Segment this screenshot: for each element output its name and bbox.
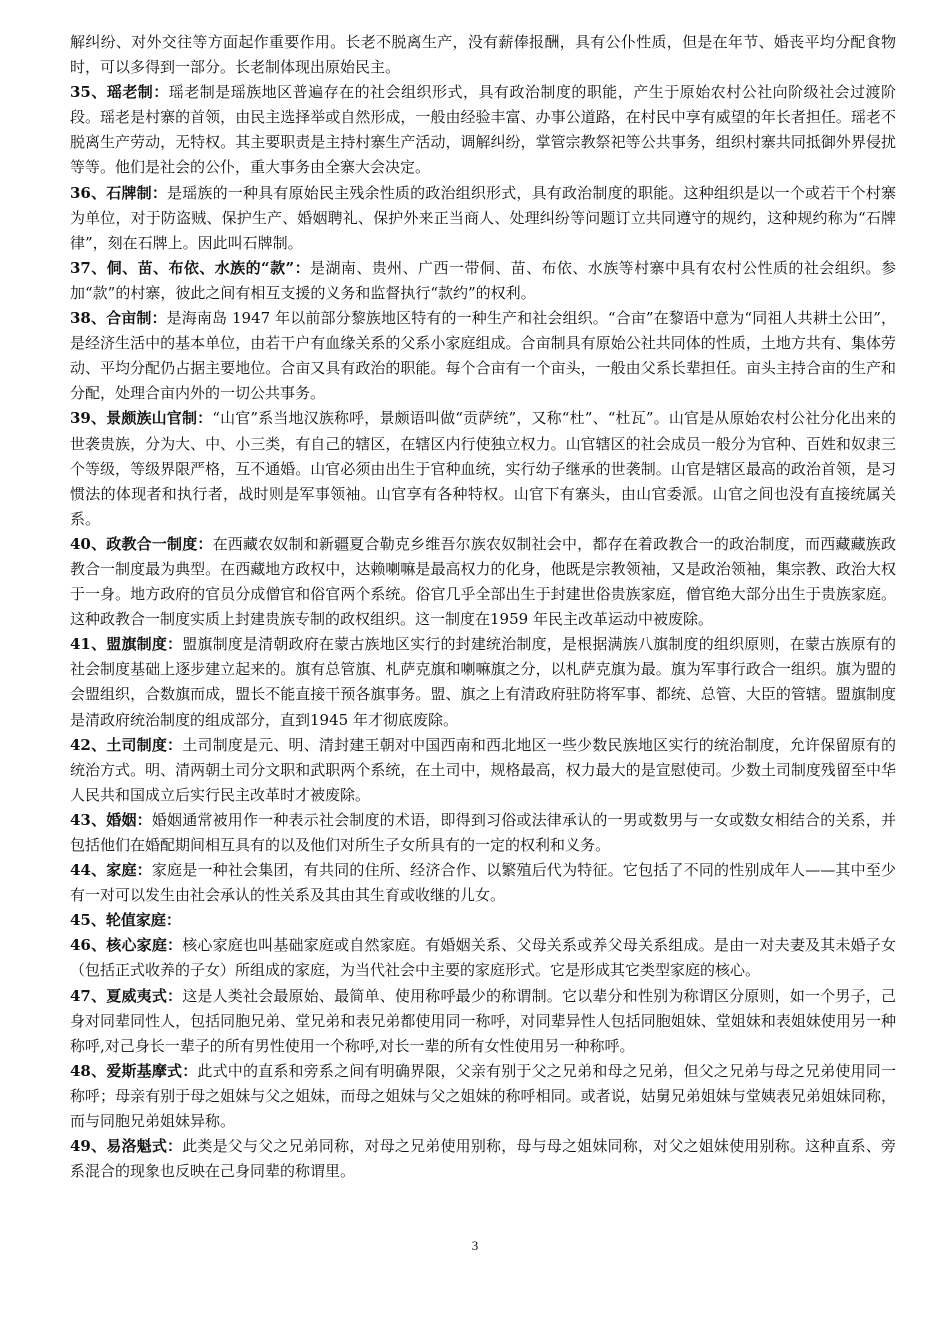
entry-term: 41、盟旗制度： bbox=[70, 635, 183, 654]
entry-term: 49、易洛魁式： bbox=[70, 1137, 183, 1156]
entry-term: 47、夏威夷式： bbox=[70, 986, 183, 1005]
page-number: 3 bbox=[471, 1238, 479, 1253]
entry-term: 42、土司制度： bbox=[70, 735, 183, 754]
entry-text: 是湖南、贵州、广西一带侗、苗、布依、水族等村寨中具有农村公性质的社会组织。参加“款”的村寨，彼此之间有相互支援的义务和监督执行“款约”的权利。 bbox=[70, 258, 896, 302]
entry-48 bbox=[70, 1059, 896, 1134]
entry-38 bbox=[70, 306, 896, 406]
entry-46 bbox=[70, 933, 896, 983]
entry-term: 44、家庭： bbox=[70, 861, 152, 880]
entry-text: 这是人类社会最原始、最简单、使用称呼最少的称谓制。它以辈分和性别为称谓区分原则，如一个男子，己身对同辈同性人，包括同胞兄弟、堂兄弟和表兄弟都使用同一称呼，对同辈异性人包括同胞姐妹、堂姐妹和表姐妹使用另一种称呼,对己身长一辈子的所有男性使用一个称呼,对长一辈的所有女性使用另一种称呼。 bbox=[70, 986, 896, 1055]
entry-term: 35、瑶老制： bbox=[70, 83, 169, 102]
entry-term: 36、石牌制： bbox=[70, 183, 168, 202]
entry-37 bbox=[70, 256, 896, 306]
entry-text: 家庭是一种社会集团，有共同的住所、经济合作、以繁殖后代为特征。它包括了不同的性别成年人——其中至少有一对可以发生由社会承认的性关系及其由其生育或收继的儿女。 bbox=[70, 861, 897, 905]
entry-45 bbox=[70, 908, 896, 933]
entry-text: 此类是父与父之兄弟同称，对母之兄弟使用别称，母与母之姐妹同称，对父之姐妹使用别称。这种直系、旁系混合的现象也反映在己身同辈的称谓里。 bbox=[70, 1137, 896, 1181]
entry-44 bbox=[70, 858, 896, 908]
entry-term: 39、景颇族山官制： bbox=[70, 409, 213, 428]
entry-text: 是瑶族的一种具有原始民主残余性质的政治组织形式，具有政治制度的职能。这种组织是以一个或若干个村寨为单位，对于防盗贼、保护生产、婚姻聘礼、保护外来正当商人、处理纠纷等问题订立共同遵守的规约，这种规约称为“石牌律”，刻在石牌上。因此叫石牌制。 bbox=[70, 183, 897, 252]
entry-39 bbox=[70, 406, 896, 531]
entry-term: 38、合亩制： bbox=[70, 309, 167, 328]
entry-41 bbox=[70, 632, 896, 732]
entry-term: 40、政教合一制度： bbox=[70, 534, 213, 553]
entry-text: 此式中的直系和旁系之间有明确界限，父亲有别于父之兄弟和母之兄弟，但父之兄弟与母之兄弟使用同一称呼；母亲有别于母之姐妹与父之姐妹，而母之姐妹与父之姐妹的称呼相同。或者说，姑舅兄弟姐妹与堂姨表兄弟姐妹同称，而与同胞兄弟姐妹异称。 bbox=[70, 1061, 896, 1131]
document-body bbox=[70, 30, 896, 1184]
entry-term: 46、核心家庭： bbox=[70, 936, 183, 955]
entry-text: “山官”系当地汉族称呼，景颇语叫做“贡萨统”，又称“杜”、“杜瓦”。山官是从原始农村公社分化出来的世袭贵族，分为大、中、小三类，有自己的辖区，在辖区内行使独立权力。山官辖区的社会成员一般分为官种、百姓和奴隶三个等级，等级界限严格，互不通婚。山官必须由出生于官种血统，实行幼子继承的世袭制。山官是辖区最高的政治首领，是习惯法的体现者和执行者，战时则是军事领袖。山官享有各种特权。山官下有寨头，由山官委派。山官之间也没有直接统属关系。 bbox=[70, 409, 896, 528]
entry-text: 核心家庭也叫基础家庭或自然家庭。有婚姻关系、父母关系或养父母关系组成。是由一对夫妻及其未婚子女（包括正式收养的子女）所组成的家庭，为当代社会中主要的家庭形式。它是形成其它类型家庭的核心。 bbox=[70, 936, 896, 980]
entry-term: 37、侗、苗、布依、水族的“款”： bbox=[70, 258, 311, 277]
entry-40 bbox=[70, 532, 896, 632]
entry-term: 43、婚姻： bbox=[70, 810, 152, 829]
entry-text: 婚姻通常被用作一种表示社会制度的术语，即得到习俗或法律承认的一男或数男与一女或数女相结合的关系，并包括他们在婚配期间相互具有的以及他们对所生子女所具有的一定的权利和义务。 bbox=[70, 810, 896, 854]
entry-text: 盟旗制度是清朝政府在蒙古族地区实行的封建统治制度，是根据满族八旗制度的组织原则，在蒙古族原有的社会制度基础上逐步建立起来的。旗有总管旗、札萨克旗和喇嘛旗之分，以札萨克旗为最。旗为军事行政合一组织。旗为盟的会盟组织，合数旗而成，盟长不能直接干预各旗事务。盟、旗之上有清政府驻防将军事、都统、总管、大臣的管辖。盟旗制度是清政府统治制度的组成部分，直到1945 年才彻底废除。 bbox=[70, 635, 896, 729]
entry-36 bbox=[70, 181, 896, 256]
entry-text: 是海南岛 1947 年以前部分黎族地区特有的一种生产和社会组织。“合亩”在黎语中意为“同祖人共耕土公田”，是经济生活中的基本单位，由若干户有血缘关系的父系小家庭组成。合亩制具有原始公社共同体的性质，土地方共有、集体劳动、平均分配仍占据主要地位。合亩又具有政治的职能。每个合亩有一个亩头，一般由父系长辈担任。亩头主持合亩的生产和分配，处理合亩内外的一切公共事务。 bbox=[70, 309, 896, 403]
entry-text: 在西藏农奴制和新疆夏合勒克乡维吾尔族农奴制社会中，都存在着政教合一的政治制度，而西藏藏族政教合一制度最为典型。在西藏地方政权中，达赖喇嘛是最高权力的化身，他既是宗教领袖，又是政治领袖，集宗教、政治大权于一身。地方政府的官员分成僧官和俗官两个系统。俗官几乎全部出生于封建世俗贵族家庭，僧官绝大部分出生于贵族家庭。这种政教合一制度实质上封建贵族专制的政权组织。这一制度在1959 年民主改革运动中被废除。 bbox=[70, 534, 896, 629]
entry-term: 48、爱斯基摩式： bbox=[70, 1061, 198, 1080]
entry-text: 土司制度是元、明、清封建王朝对中国西南和西北地区一些少数民族地区实行的统治制度，允许保留原有的统治方式。明、清两朝土司分文职和武职两个系统，在土司中，规格最高，权力最大的是宣慰使司。少数土司制度残留至中华人民共和国成立后实行民主改革时才被废除。 bbox=[70, 735, 896, 804]
entry-term: 45、轮值家庭： bbox=[70, 911, 181, 930]
intro-paragraph: 解纠纷、对外交往等方面起作重要作用。长老不脱离生产，没有薪俸报酬，具有公仆性质，但是在年节、婚丧平均分配食物时，可以多得到一部分。长老制体现出原始民主。 bbox=[70, 33, 896, 77]
entry-35 bbox=[70, 80, 896, 180]
entry-42 bbox=[70, 733, 896, 808]
entry-text: 瑶老制是瑶族地区普遍存在的社会组织形式，具有政治制度的职能，产生于原始农村公社向阶级社会过渡阶段。瑶老是村寨的首领，由民主选择举或自然形成，一般由经验丰富、办事公道路，在村民中享有威望的年长者担任。瑶老不脱离生产劳动，无特权。其主要职责是主持村寨生产活动，调解纠纷，掌管宗教祭祀等公共事务，组织村寨共同抵御外界侵扰等等。他们是社会的公仆，重大事务由全寨大会决定。 bbox=[70, 83, 896, 177]
entry-43 bbox=[70, 808, 896, 858]
entry-49 bbox=[70, 1134, 896, 1184]
entry-47 bbox=[70, 984, 896, 1059]
